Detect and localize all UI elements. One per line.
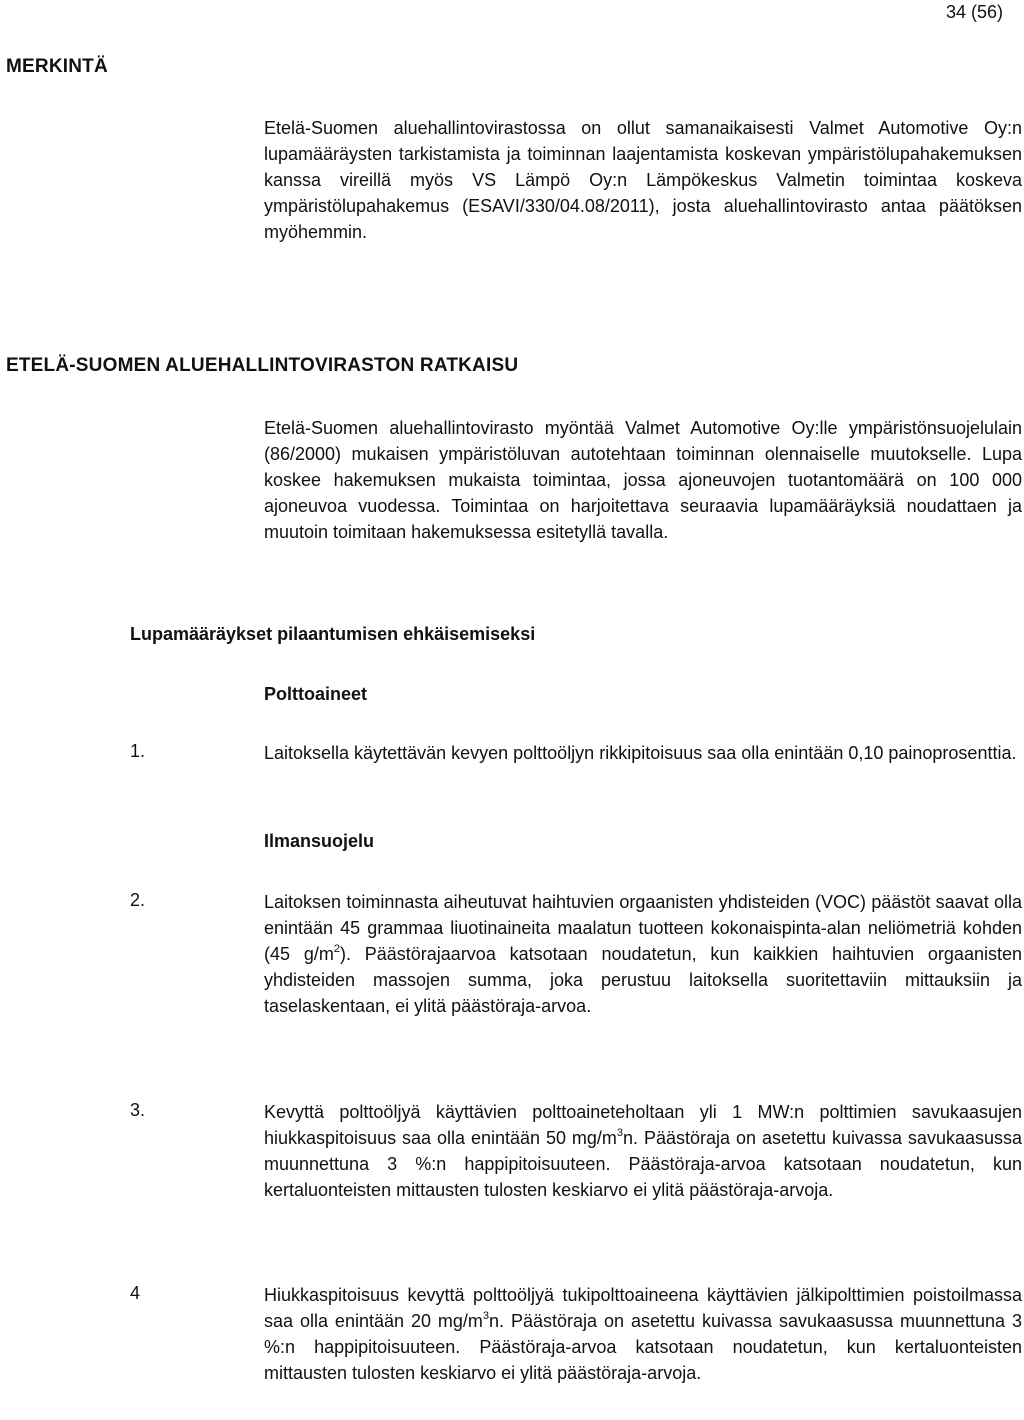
section-heading-merkinta: MERKINTÄ — [6, 56, 108, 77]
item-number-3: 3. — [130, 1100, 146, 1120]
superscript-2: 2 — [333, 943, 340, 955]
item-text-4: Hiukkaspitoisuus kevyttä polttoöljyä tukipolttoaineena käyttävien jälkipolttimien poistoilmassa saa olla enintään 20 $mg/m^3n$. Päästöraja on asetettu kuivassa savukaasussa muunnettuna 3 %:n happipitoisuuteen. Päästöraja-arvoa katsotaan noudatetun, kun kertaluonteisten mittausten tulosten keskiarvo ei ylitä päästöraja-arvoja. — [264, 1285, 1022, 1383]
item-number-2: 2. — [130, 890, 146, 910]
section-heading-ratkaisu: ETELÄ-SUOMEN ALUEHALLINTOVIRASTON RATKAISU — [6, 355, 519, 376]
item-number-4: 4 — [130, 1283, 141, 1303]
merkinta-paragraph: Etelä-Suomen aluehallintovirastossa on ollut samanaikaisesti Valmet Automotive Oy:n lupamääräysten tarkistamista ja toiminnan laajentamista koskevan ympäristölupahakemuksen kanssa vireillä myös VS Lämpö Oy:n Lämpökeskus Valmetin toimintaa koskeva ympäristölupahakemus (ESAVI/330/04.08/2011), josta aluehallintovirasto antaa päätöksen myöhemmin. — [264, 118, 1022, 242]
ratkaisu-paragraph: Etelä-Suomen aluehallintovirasto myöntää Valmet Automotive Oy:lle ympäristönsuojelulain (86/2000) mukaisen ympäristöluvan autotehtaan toiminnan olennaiselle muutokselle. Lupa koskee hakemuksen mukaista toimintaa, jossa ajoneuvojen tuotantomäärä on 100 000 ajoneuvoa vuodessa. Toimintaa on harjoitettava seuraavia lupamääräyksiä noudattaen ja muutoin toimitaan hakemuksessa esitetyllä tavalla. — [264, 418, 1022, 542]
item-text-3: Kevyttä polttoöljyä käyttävien polttoaineteholtaan yli 1 MW:n polttimien savukaasujen hiukkaspitoisuus saa olla enintään 50 $mg/m^3n$. Päästöraja on asetettu kuivassa savukaasussa muunnettuna 3 %:n happipitoisuuteen. Päästöraja-arvoa katsotaan noudatetun, kun kertaluonteisten mittausten tulosten keskiarvo ei ylitä päästöraja-arvoja. — [264, 1102, 1022, 1200]
page-number: 34 (56) — [946, 2, 1004, 22]
item-number-1: 1. — [130, 741, 146, 761]
subsection-heading-lupamaaraykset: Lupamääräykset pilaantumisen ehkäisemiseksi — [130, 624, 536, 644]
superscript-3a: 3 — [616, 1127, 624, 1139]
superscript-3b: 3 — [482, 1310, 490, 1322]
subheading-ilmansuojelu: Ilmansuojelu — [264, 831, 375, 851]
item-text-1: Laitoksella käytettävän kevyen polttoöljyn rikkipitoisuus saa olla enintään 0,10 painoprosenttia. — [264, 743, 1017, 763]
item-text-2: Laitoksen toiminnasta aiheutuvat haihtuvien orgaanisten yhdisteiden (VOC) päästöt saavat olla enintään 45 grammaa liuotinaineita maalatun tuotteen kokonaispinta-alan neliömetriä kohden (45 $g/m^2$). Päästörajaarvoa katsotaan noudatetun, kun kaikkien haihtuvien orgaanisten yhdisteiden massojen summa, joka perustuu laitoksella suoritettaviin mittauksiin ja taselaskentaan, ei ylitä päästöraja-arvoa. — [264, 892, 1022, 1016]
subheading-polttoaineet: Polttoaineet — [264, 684, 368, 704]
